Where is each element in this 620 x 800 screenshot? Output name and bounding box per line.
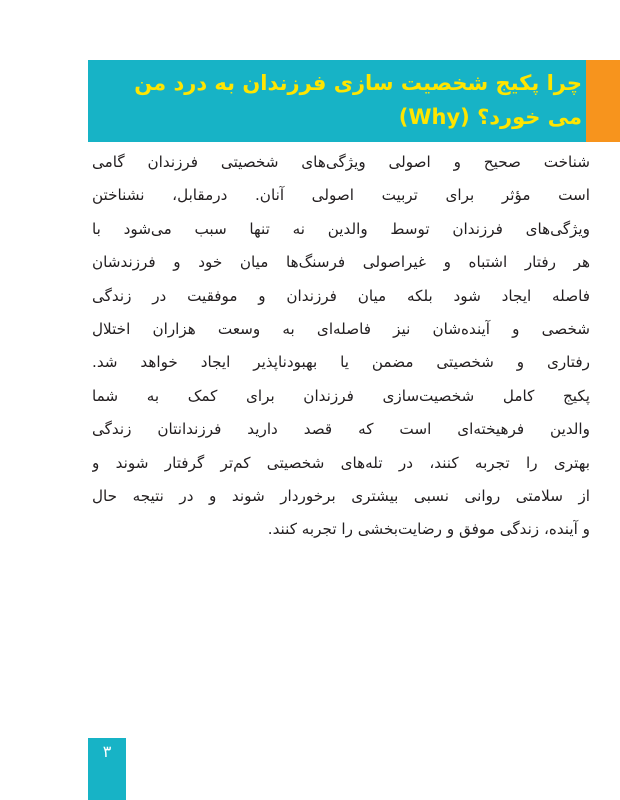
body-line: شخصی و آینده‌شان نیز فاصله‌ای به وسعت هزاران اختلال — [92, 320, 590, 339]
body-line: و آینده، زندگی موفق و رضایت‌بخشی را تجربه کنند. — [267, 520, 590, 539]
body-paragraph — [92, 146, 590, 547]
body-line: است مؤثر برای تربیت اصولی آنان. درمقابل، نشناختن — [92, 186, 590, 205]
page-number: ۳ — [102, 742, 112, 761]
body-line: از سلامتی روانی نسبی بیشتری برخوردار شوند و در نتیجه حال — [92, 487, 590, 506]
body-line: ویژگی‌های فرزندان توسط والدین نه تنها سبب می‌شود با — [92, 219, 590, 238]
body-line: شناخت صحیح و اصولی ویژگی‌های شخصیتی فرزندان گامی — [92, 153, 590, 171]
body-line: والدین فرهیخته‌ای است که قصد دارید فرزندانتان زندگی — [92, 420, 590, 439]
header-accent-bar — [586, 60, 620, 142]
body-line: بهتری را تجربه کنند، در تله‌های شخصیتی کم‌تر گرفتار شوند و — [92, 453, 590, 472]
body-line: رفتاری و شخصیتی مضمن یا بهبودناپذیر ایجاد خواهد شد. — [92, 353, 590, 372]
body-line: فاصله ایجاد شود بلکه میان فرزندان و موفقیت در زندگی — [92, 286, 590, 305]
page-title: چرا پکیج شخصیت سازی فرزندان به درد من می خورد؟ (Why) — [134, 71, 582, 129]
body-line: هر رفتار اشتباه و غیراصولی فرسنگ‌ها میان خود و فرزندشان — [92, 253, 590, 272]
body-line: پکیج کامل شخصیت‌سازی فرزندان برای کمک به شما — [92, 386, 590, 405]
